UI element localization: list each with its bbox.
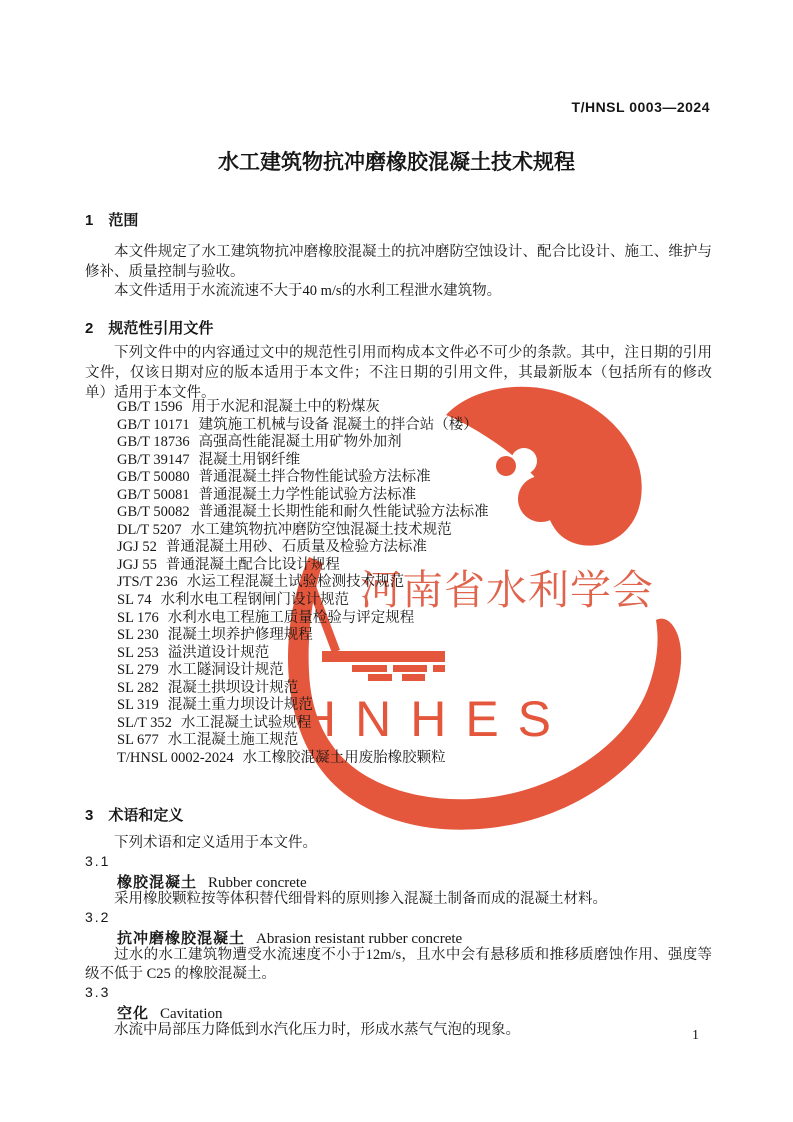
term-3-2-definition: 过水的水工建筑物遭受水流速度不小于12m/s，且水中会有悬移质和推移质磨蚀作用、强度等级不低于 C25 的橡胶混凝土。 bbox=[85, 947, 712, 983]
term-en: Abrasion resistant rubber concrete bbox=[256, 931, 463, 947]
reference-title: 混凝土坝养护修理规程 bbox=[167, 627, 313, 644]
term-3-3-definition: 水流中局部压力降低到水汽化压力时，形成水蒸气气泡的现象。 bbox=[114, 1022, 520, 1038]
section-1-heading bbox=[85, 209, 138, 230]
reference-code: GB/T 50081 bbox=[117, 486, 190, 503]
reference-title: 水工橡胶混凝土用废胎橡胶颗粒 bbox=[242, 749, 446, 766]
reference-item bbox=[117, 715, 717, 733]
reference-code: SL 74 bbox=[117, 592, 152, 609]
reference-code: SL 176 bbox=[117, 609, 159, 626]
reference-item bbox=[117, 610, 717, 628]
section-number: 2 bbox=[85, 320, 94, 337]
reference-title: 普通混凝土配合比设计规程 bbox=[165, 556, 340, 573]
reference-code: SL/T 352 bbox=[117, 714, 172, 731]
reference-title: 普通混凝土用砂、石质量及检验方法标准 bbox=[165, 539, 427, 556]
reference-item bbox=[117, 487, 717, 505]
reference-item bbox=[117, 557, 717, 575]
reference-item bbox=[117, 680, 717, 698]
term-zh: 空化 bbox=[117, 1005, 150, 1022]
reference-title: 用于水泥和混凝土中的粉煤灰 bbox=[191, 399, 380, 415]
reference-code: SL 282 bbox=[117, 679, 159, 696]
reference-title: 混凝土重力坝设计规范 bbox=[167, 697, 313, 714]
reference-title: 普通混凝土力学性能试验方法标准 bbox=[198, 486, 417, 503]
scope-paragraph-1: 本文件规定了水工建筑物抗冲磨橡胶混凝土的抗冲磨防空蚀设计、配合比设计、施工、维护与修补、质量控制与验收。 bbox=[85, 244, 712, 280]
reference-item bbox=[117, 627, 717, 645]
reference-title: 水利水电工程钢闸门设计规范 bbox=[160, 592, 350, 609]
reference-item bbox=[117, 417, 717, 435]
reference-item bbox=[117, 662, 717, 680]
reference-code: GB/T 39147 bbox=[117, 451, 190, 468]
reference-code: GB/T 10171 bbox=[117, 416, 190, 433]
clause-number-3-3: 3.3 bbox=[85, 984, 111, 1000]
reference-code: JTS/T 236 bbox=[117, 574, 178, 591]
page-number: 1 bbox=[692, 1028, 699, 1043]
doc-code: T/HNSL 0003—2024 bbox=[571, 99, 710, 115]
term-3-1 bbox=[117, 871, 307, 892]
reference-title: 水工隧洞设计规范 bbox=[167, 662, 284, 679]
reference-title: 普通混凝土拌合物性能试验方法标准 bbox=[198, 469, 431, 486]
reference-title: 溢洪道设计规范 bbox=[167, 644, 270, 661]
reference-item bbox=[117, 539, 717, 557]
reference-item bbox=[117, 522, 717, 540]
reference-code: GB/T 1596 bbox=[117, 399, 183, 415]
reference-item bbox=[117, 504, 717, 522]
term-3-1-definition: 采用橡胶颗粒按等体积替代细骨料的原则掺入混凝土制备而成的混凝土材料。 bbox=[114, 891, 607, 907]
term-en: Cavitation bbox=[160, 1006, 223, 1022]
reference-code: SL 279 bbox=[117, 662, 159, 679]
section-2-heading bbox=[85, 317, 213, 338]
reference-code: GB/T 50082 bbox=[117, 504, 190, 521]
term-en: Rubber concrete bbox=[208, 875, 307, 891]
reference-item bbox=[117, 697, 717, 715]
reference-title: 普通混凝土长期性能和耐久性能试验方法标准 bbox=[198, 504, 489, 521]
reference-title: 水工混凝土试验规程 bbox=[180, 714, 312, 731]
reference-item bbox=[117, 469, 717, 487]
section-number: 3 bbox=[85, 807, 94, 824]
reference-code: SL 677 bbox=[117, 732, 159, 749]
reference-code: SL 230 bbox=[117, 627, 159, 644]
reference-code: SL 319 bbox=[117, 697, 159, 714]
reference-item bbox=[117, 574, 717, 592]
clause-number-3-2: 3.2 bbox=[85, 909, 111, 925]
reference-code: T/HNSL 0002-2024 bbox=[117, 749, 234, 766]
section-title: 范围 bbox=[108, 212, 139, 229]
reference-item bbox=[117, 399, 717, 417]
reference-list bbox=[117, 399, 717, 767]
watermark-org-name: 河南省水利学会 bbox=[360, 567, 654, 613]
watermark-org-abbr: HNHES bbox=[300, 691, 571, 747]
reference-title: 水运工程混凝土试验检测技术规范 bbox=[186, 574, 405, 591]
reference-title: 水工混凝土施工规范 bbox=[167, 732, 299, 749]
reference-title: 水工建筑物抗冲磨防空蚀混凝土技术规范 bbox=[190, 521, 452, 538]
reference-item bbox=[117, 645, 717, 663]
page-title: 水工建筑物抗冲磨橡胶混凝土技术规程 bbox=[218, 151, 575, 174]
reference-item bbox=[117, 732, 717, 750]
reference-code: DL/T 5207 bbox=[117, 521, 182, 538]
reference-code: SL 253 bbox=[117, 644, 159, 661]
reference-title: 水利水电工程施工质量检验与评定规程 bbox=[167, 609, 415, 626]
section-title: 规范性引用文件 bbox=[108, 320, 214, 337]
term-zh: 抗冲磨橡胶混凝土 bbox=[117, 930, 246, 947]
section-3-heading bbox=[85, 804, 183, 825]
reference-code: JGJ 55 bbox=[117, 556, 157, 573]
reference-title: 建筑施工机械与设备 混凝土的拌合站（楼） bbox=[198, 416, 478, 433]
reference-title: 混凝土拱坝设计规范 bbox=[167, 679, 299, 696]
scope-paragraph-2: 本文件适用于水流流速不大于40 m/s的水利工程泄水建筑物。 bbox=[114, 283, 502, 299]
clause-number-3-1: 3.1 bbox=[85, 853, 111, 869]
references-intro: 下列文件中的内容通过文中的规范性引用而构成本文件必不可少的条款。其中，注日期的引用文件，仅该日期对应的版本适用于本文件；不注日期的引用文件，其最新版本（包括所有的修改单）适用于本文件。 bbox=[85, 345, 712, 401]
reference-title: 混凝土用钢纤维 bbox=[198, 451, 301, 468]
reference-item bbox=[117, 452, 717, 470]
reference-code: GB/T 50080 bbox=[117, 469, 190, 486]
section-title: 术语和定义 bbox=[108, 807, 184, 824]
term-zh: 橡胶混凝土 bbox=[117, 874, 198, 891]
reference-item bbox=[117, 592, 717, 610]
term-3-3 bbox=[117, 1002, 223, 1023]
reference-item bbox=[117, 434, 717, 452]
section-number: 1 bbox=[85, 212, 94, 229]
reference-code: JGJ 52 bbox=[117, 539, 157, 556]
reference-title: 高强高性能混凝土用矿物外加剂 bbox=[198, 434, 402, 451]
reference-item bbox=[117, 750, 717, 768]
terms-intro: 下列术语和定义适用于本文件。 bbox=[114, 835, 317, 851]
term-3-2 bbox=[117, 927, 462, 948]
reference-code: GB/T 18736 bbox=[117, 434, 190, 451]
